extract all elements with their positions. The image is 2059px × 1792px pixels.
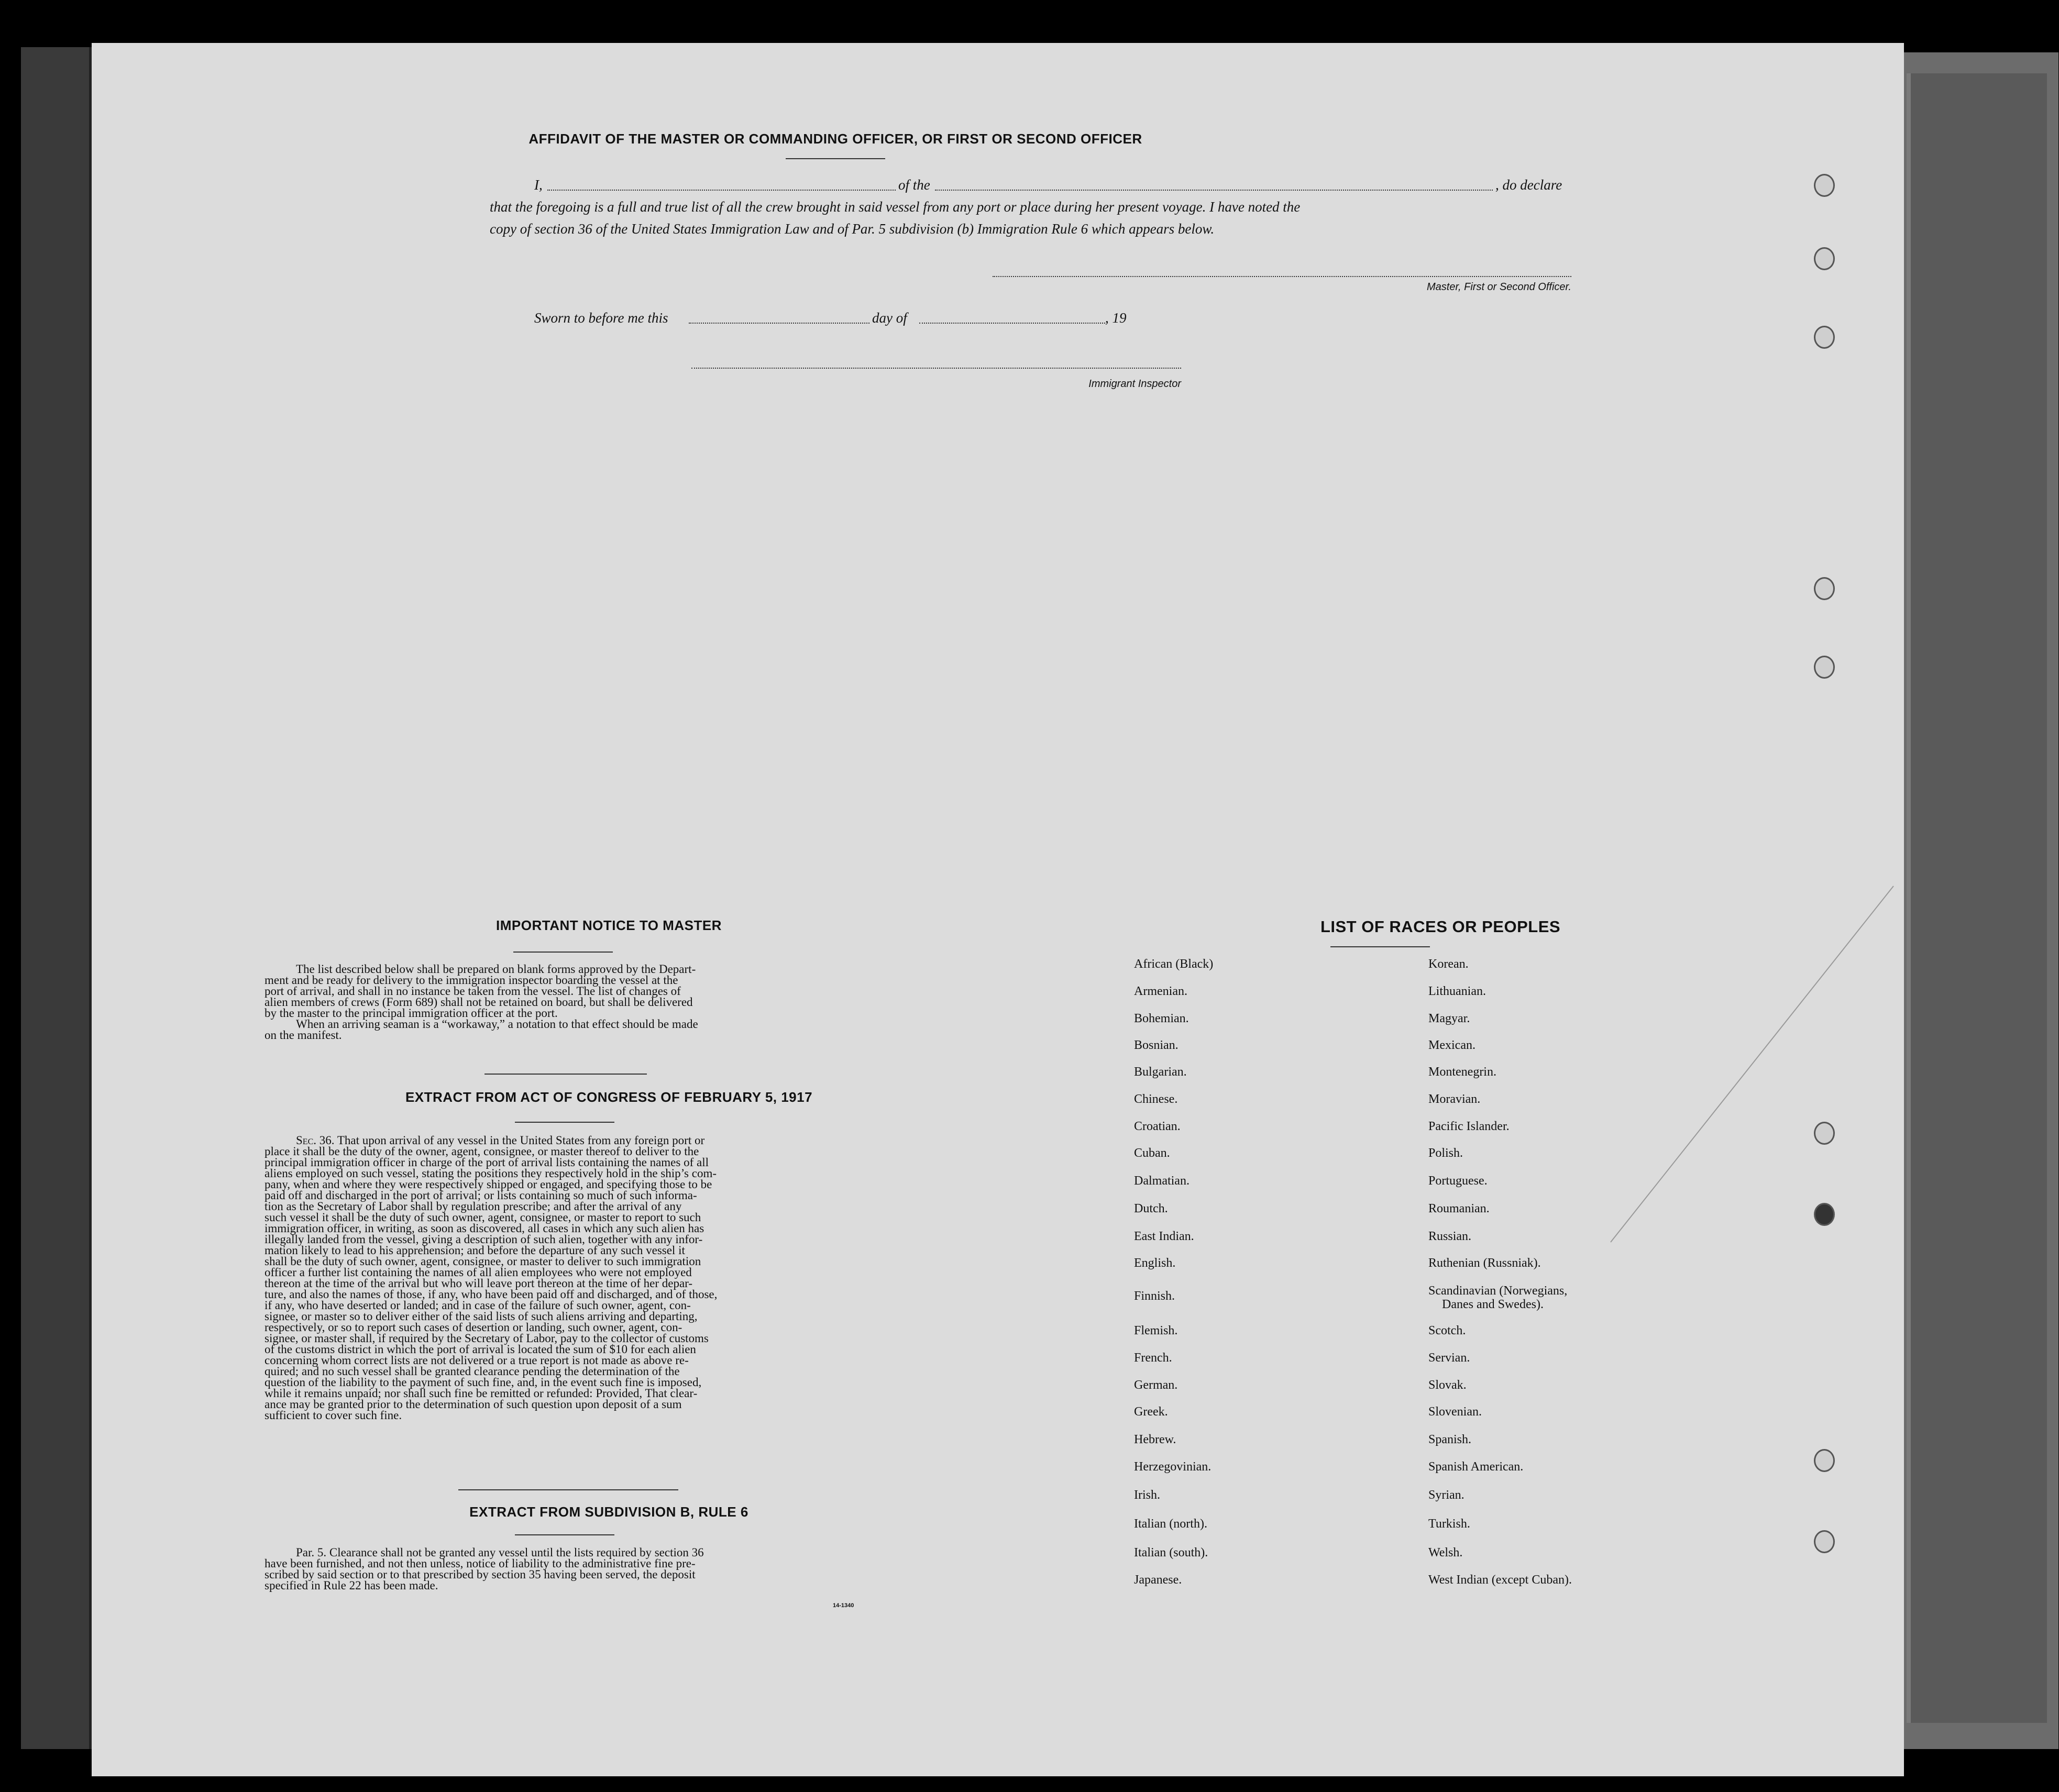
act-line: signee, or master so to deliver either of the said lists of such aliens arriving and departing, — [265, 1310, 698, 1323]
race-item: Magyar. — [1428, 1012, 1470, 1025]
affidavit-line2: that the foregoing is a full and true list of all the crew brought in said vessel from any port or place during her present voyage. I have noted the — [490, 199, 1301, 215]
notice-line: on the manifest. — [265, 1028, 342, 1042]
act-line: thereon at the time of the arrival but who will leave port thereon at the time of her depar- — [265, 1277, 693, 1290]
rule-rule — [515, 1534, 614, 1535]
act-line: paid off and discharged in the port of arrival; or lists containing so much of such informa- — [265, 1189, 697, 1202]
race-item: Slovak. — [1428, 1378, 1467, 1392]
binding-strip — [1907, 73, 2047, 1723]
race-item: Turkish. — [1428, 1517, 1470, 1531]
notice-rule — [513, 952, 613, 953]
race-item: Bosnian. — [1134, 1038, 1179, 1052]
rule-line: have been furnished, and not then unless, notice of liability to the administrative fine pre- — [265, 1557, 696, 1570]
act-line: aliens employed on such vessel, stating the positions they respectively hold in the ship’s com- — [265, 1167, 717, 1180]
race-item: Montenegrin. — [1428, 1065, 1496, 1079]
inspector-label: Immigrant Inspector — [1088, 378, 1181, 390]
affidavit-of-the: of the — [898, 177, 930, 193]
race-item: Syrian. — [1428, 1488, 1465, 1502]
section-rule — [458, 1489, 678, 1490]
race-item: Danes and Swedes). — [1442, 1298, 1544, 1311]
race-item: Mexican. — [1428, 1038, 1476, 1052]
race-item: Hebrew. — [1134, 1433, 1176, 1446]
race-item: Spanish American. — [1428, 1460, 1524, 1474]
act-line: tion as the Secretary of Labor shall by regulation prescribe; and after the arrival of any — [265, 1200, 682, 1213]
act-line: principal immigration officer in charge of the port of arrival lists containing the names of all — [265, 1156, 709, 1169]
race-item: Scandinavian (Norwegians, — [1428, 1284, 1568, 1298]
race-item: Japanese. — [1134, 1573, 1182, 1587]
name-field-line — [547, 190, 896, 191]
punch-hole — [1814, 656, 1835, 679]
race-item: Ruthenian (Russniak). — [1428, 1256, 1541, 1270]
inspector-signature-line — [691, 368, 1181, 369]
race-item: Dutch. — [1134, 1202, 1168, 1215]
master-signature-line — [993, 276, 1571, 277]
document-page — [92, 43, 1904, 1776]
race-item: Pacific Islander. — [1428, 1120, 1510, 1133]
race-item: Korean. — [1428, 957, 1469, 971]
act-line: place it shall be the duty of the owner, agent, consignee, or master thereof to deliver to the — [265, 1145, 699, 1158]
act-line: mation likely to lead to his apprehension; and before the departure of any such vessel it — [265, 1244, 685, 1257]
race-item: German. — [1134, 1378, 1178, 1392]
act-body — [265, 1135, 959, 1421]
punch-hole — [1814, 326, 1835, 349]
master-label: Master, First or Second Officer. — [1426, 281, 1571, 293]
affidavit-do-declare: , do declare — [1495, 177, 1562, 193]
notice-line: alien members of crews (Form 689) shall not be retained on board, but shall be delivered — [265, 995, 693, 1009]
sworn-day-line — [689, 323, 869, 324]
race-item: Italian (north). — [1134, 1517, 1207, 1531]
sec-label: Sec. — [296, 1134, 316, 1147]
race-item: Servian. — [1428, 1351, 1470, 1365]
rule-line: Par. 5. Clearance shall not be granted any vessel until the lists required by section 36 — [296, 1546, 704, 1559]
year-text: , 19 — [1105, 310, 1127, 326]
act-line: concerning whom correct lists are not delivered or a true report is not made as above re- — [265, 1354, 689, 1367]
act-line: signee, or master shall, if required by the Secretary of Labor, pay to the collector of customs — [265, 1332, 709, 1345]
vessel-field-line — [935, 190, 1493, 191]
section-rule — [485, 1074, 647, 1075]
race-item: Finnish. — [1134, 1289, 1175, 1303]
race-item: Italian (south). — [1134, 1546, 1208, 1559]
punch-hole — [1814, 174, 1835, 197]
left-binding — [21, 47, 92, 1749]
act-line: quired; and no such vessel shall be granted clearance pending the determination of the — [265, 1365, 680, 1378]
race-item: Dalmatian. — [1134, 1174, 1190, 1188]
race-item: Lithuanian. — [1428, 985, 1486, 998]
act-heading: EXTRACT FROM ACT OF CONGRESS OF FEBRUARY 5, 1917 — [405, 1089, 813, 1105]
race-item: Slovenian. — [1428, 1405, 1482, 1419]
notice-body — [265, 964, 959, 1041]
act-line: such vessel it shall be the duty of such owner, agent, consignee, or master to report to such — [265, 1211, 701, 1224]
act-line-text: 36. That upon arrival of any vessel in the United States from any foreign port or — [316, 1134, 705, 1147]
act-line: while it remains unpaid; nor shall such fine be remitted or refunded: Provided, That clear- — [265, 1387, 698, 1400]
race-item: Irish. — [1134, 1488, 1160, 1502]
race-item: Chinese. — [1134, 1092, 1178, 1106]
race-item: Welsh. — [1428, 1546, 1463, 1559]
notice-heading: IMPORTANT NOTICE TO MASTER — [496, 917, 722, 933]
race-item: Croatian. — [1134, 1120, 1181, 1133]
race-item: Moravian. — [1428, 1092, 1481, 1106]
affidavit-line3: copy of section 36 of the United States Immigration Law and of Par. 5 subdivision (b) Immigration Rule 6 which appears below. — [490, 221, 1215, 237]
act-line — [265, 1135, 959, 1146]
punch-hole — [1814, 1449, 1835, 1472]
race-item: Bulgarian. — [1134, 1065, 1187, 1079]
act-line: pany, when and where they were respectively shipped or engaged, and specifying those to be — [265, 1178, 712, 1191]
rule-line: specified in Rule 22 has been made. — [265, 1579, 438, 1592]
act-line: of the customs district in which the port of arrival is located the sum of $10 for each alien — [265, 1343, 696, 1356]
rule-line: scribed by said section or to that prescribed by section 35 having been served, the deposit — [265, 1568, 696, 1581]
race-item: African (Black) — [1134, 957, 1214, 971]
sworn-text: Sworn to before me this — [534, 310, 668, 326]
race-item: West Indian (except Cuban). — [1428, 1573, 1572, 1587]
race-item: Bohemian. — [1134, 1012, 1189, 1025]
race-item: Flemish. — [1134, 1324, 1178, 1337]
race-item: Roumanian. — [1428, 1202, 1490, 1215]
race-item: Herzegovinian. — [1134, 1460, 1212, 1474]
act-line: if any, who have deserted or landed; and in case of the failure of such owner, agent, con- — [265, 1299, 691, 1312]
act-line: respectively, or so to report such cases of desertion or landing, such owner, agent, con- — [265, 1321, 682, 1334]
act-rule — [515, 1122, 614, 1123]
race-item: Scotch. — [1428, 1324, 1466, 1337]
act-line: shall be the duty of such owner, agent, consignee, or master to deliver to such immigration — [265, 1255, 701, 1268]
race-item: Russian. — [1428, 1230, 1472, 1243]
race-item: Armenian. — [1134, 985, 1187, 998]
act-line: sufficient to cover such fine. — [265, 1409, 402, 1422]
race-item: Polish. — [1428, 1146, 1463, 1160]
notice-line: The list described below shall be prepared on blank forms approved by the Depart- — [296, 963, 696, 976]
race-item: French. — [1134, 1351, 1172, 1365]
race-item: English. — [1134, 1256, 1176, 1270]
race-item: Cuban. — [1134, 1146, 1170, 1160]
act-line: ture, and also the names of those, if any, who have been paid off and discharged, and of those, — [265, 1288, 718, 1301]
race-item: East Indian. — [1134, 1230, 1194, 1243]
paper-crease — [1506, 881, 1904, 1247]
affidavit-heading: AFFIDAVIT OF THE MASTER OR COMMANDING OFFICER, OR FIRST OR SECOND OFFICER — [528, 131, 1142, 147]
punch-hole — [1814, 577, 1835, 600]
affidavit-i: I, — [534, 177, 543, 193]
notice-line: by the master to the principal immigration officer at the port. — [265, 1006, 558, 1020]
notice-line: ment and be ready for delivery to the immigration inspector boarding the vessel at the — [265, 974, 678, 987]
act-line: immigration officer, in writing, as soon as discovered, all cases in which any such alien has — [265, 1222, 704, 1235]
act-line: question of the liability to the payment of such fine, and, in the event such fine is imposed, — [265, 1376, 702, 1389]
races-rule — [1330, 946, 1430, 947]
rule-body — [265, 1547, 959, 1591]
act-line: illegally landed from the vessel, giving a description of such alien, together with any infor- — [265, 1233, 703, 1246]
punch-hole — [1814, 1530, 1835, 1553]
notice-line: port of arrival, and shall in no instance be taken from the vessel. The list of changes of — [265, 985, 681, 998]
day-of-text: day of — [872, 310, 907, 326]
race-item: Greek. — [1134, 1405, 1168, 1419]
race-item: Spanish. — [1428, 1433, 1472, 1446]
form-number: 14-1340 — [833, 1602, 854, 1609]
races-heading: LIST OF RACES OR PEOPLES — [1320, 917, 1561, 936]
sworn-month-line — [919, 323, 1105, 324]
right-binding — [1886, 52, 2058, 1749]
act-line: officer a further list containing the names of all alien employees who were not employed — [265, 1266, 692, 1279]
notice-line: When an arriving seaman is a “workaway,” a notation to that effect should be made — [296, 1017, 698, 1031]
rule-heading: EXTRACT FROM SUBDIVISION B, RULE 6 — [469, 1504, 748, 1520]
heading-rule — [786, 158, 885, 159]
act-line: ance may be granted prior to the determination of such question upon deposit of a sum — [265, 1398, 682, 1411]
race-item: Portuguese. — [1428, 1174, 1488, 1188]
punch-hole — [1814, 247, 1835, 270]
